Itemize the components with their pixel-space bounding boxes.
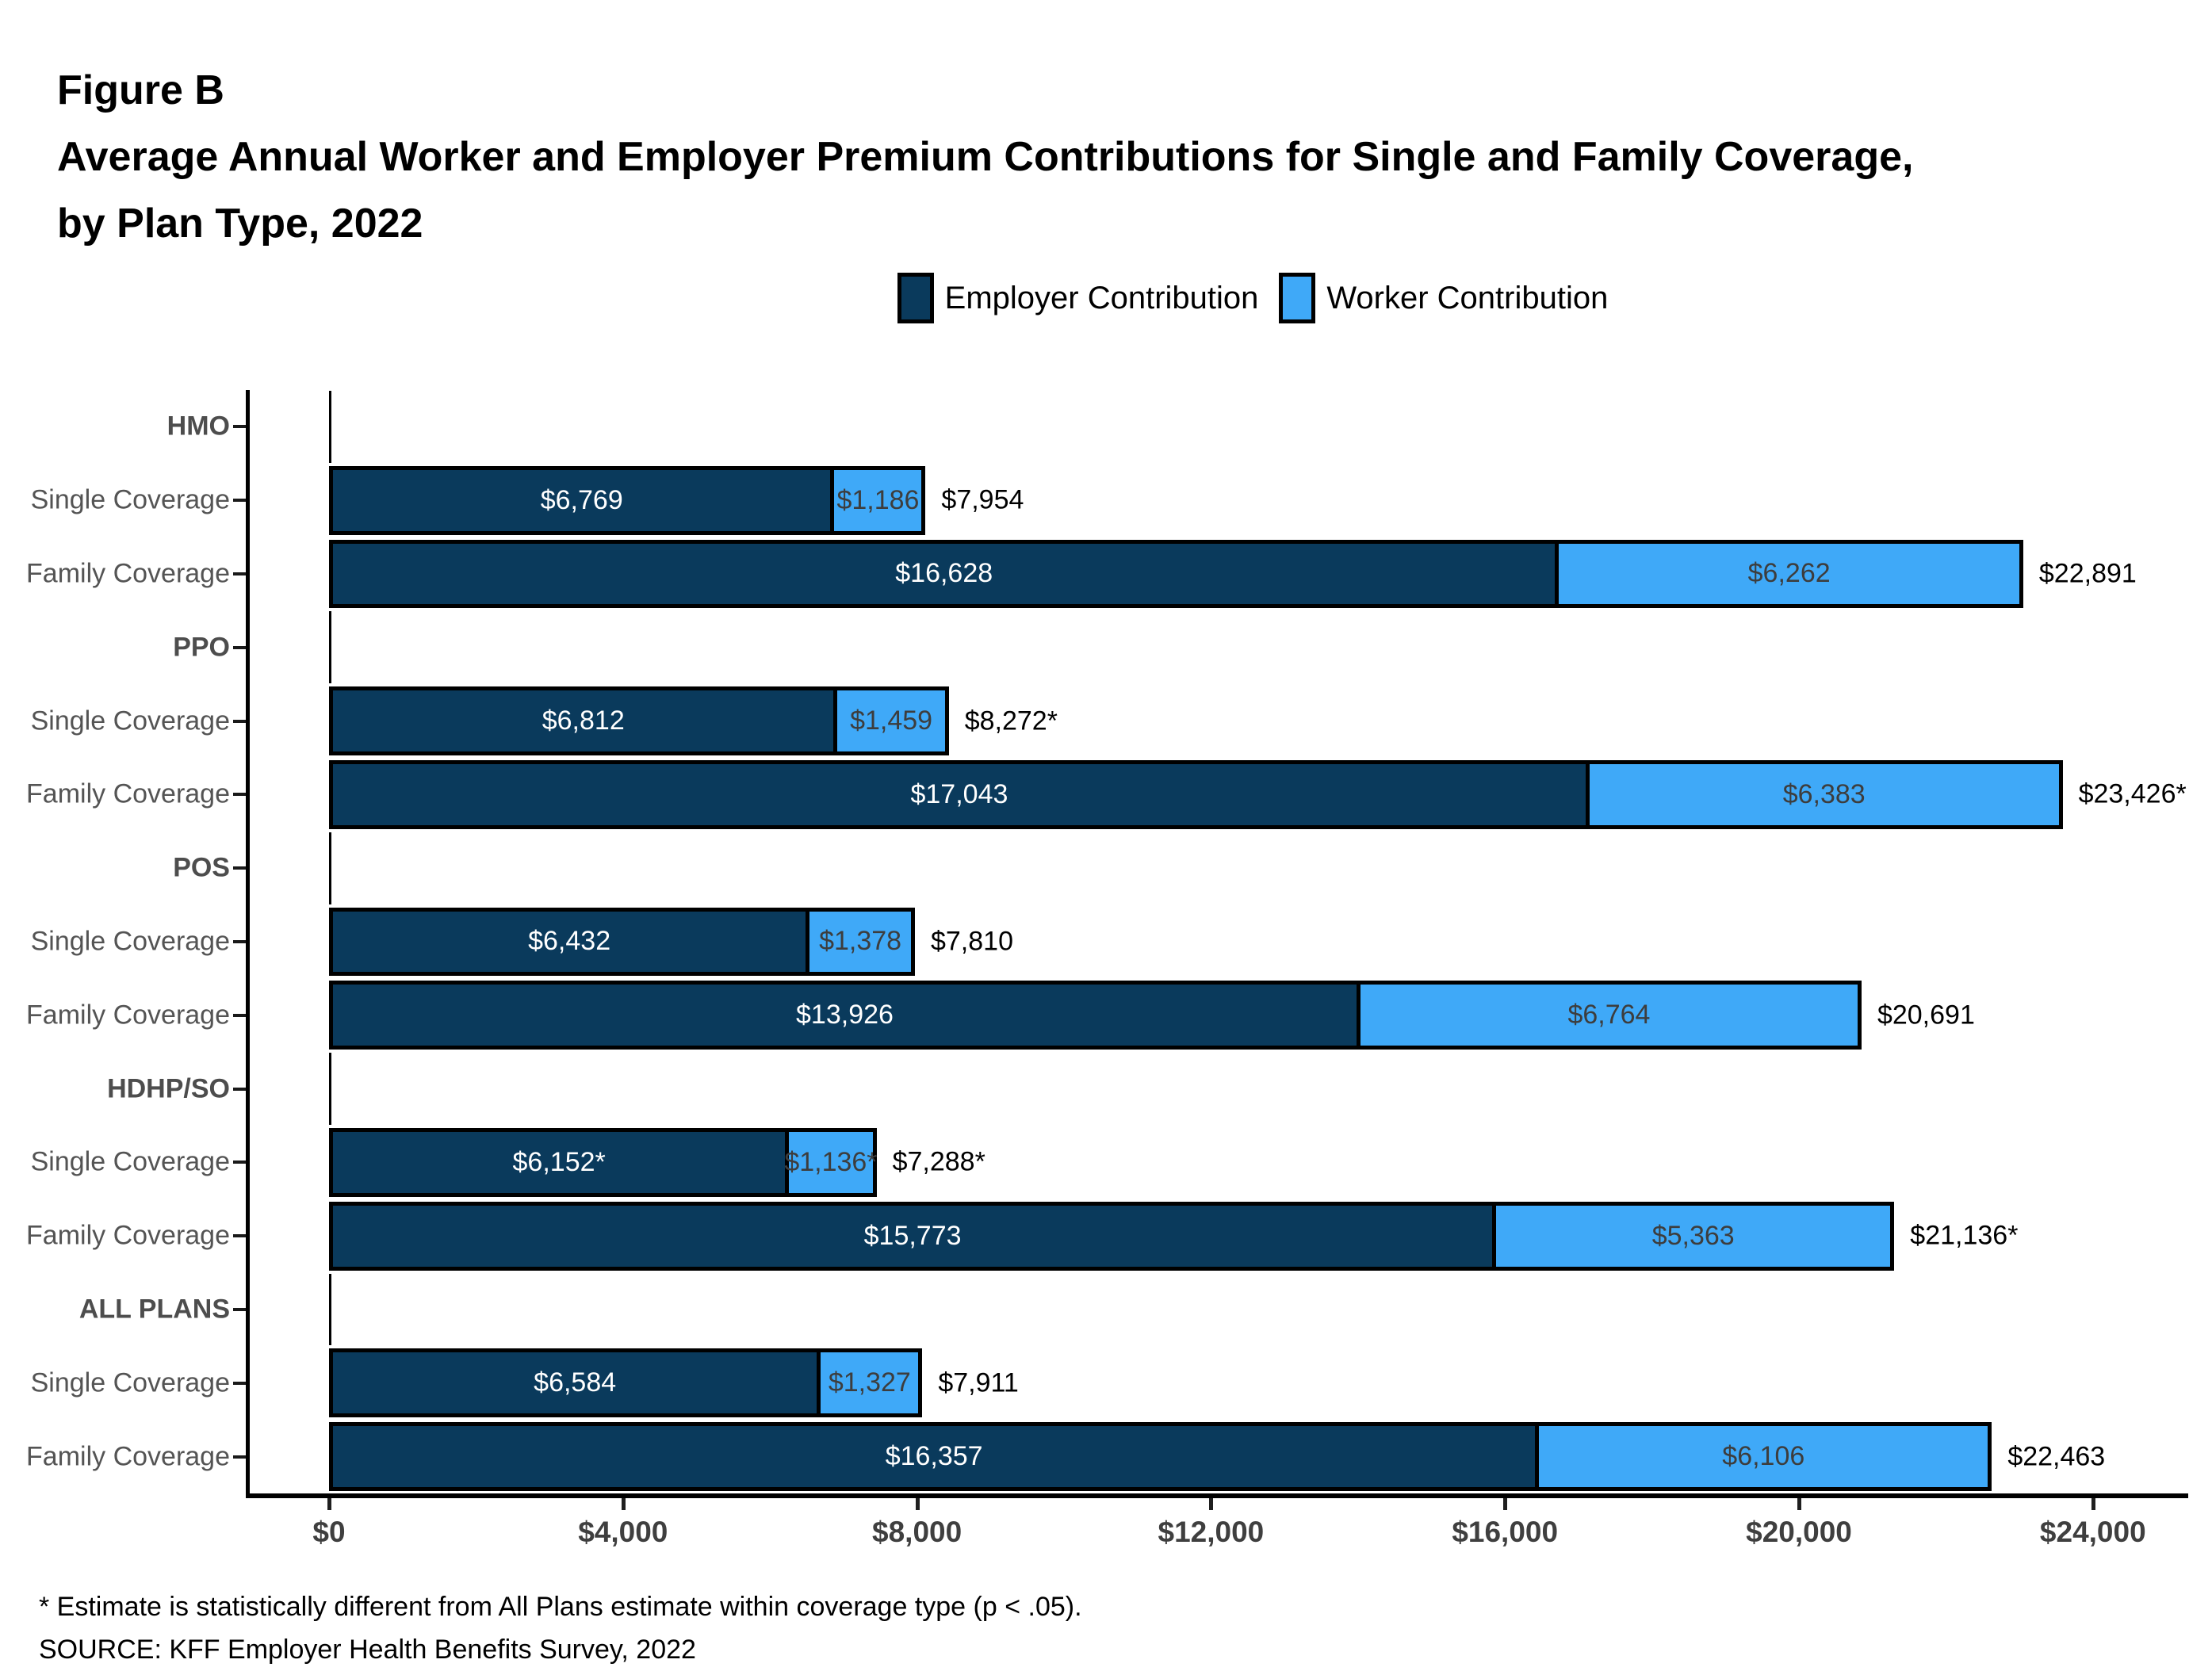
plot-area xyxy=(26,390,2188,1548)
title-block xyxy=(57,57,1913,257)
legend-item-employer xyxy=(897,273,1259,323)
total-value-label: $22,463 xyxy=(2007,1441,2106,1472)
employer-contribution-segment xyxy=(333,1426,1535,1487)
y-tick xyxy=(233,1455,246,1459)
x-tick-label: $24,000 xyxy=(2039,1516,2146,1548)
zero-baseline xyxy=(329,1274,331,1346)
bar-row xyxy=(30,905,2188,979)
group-row xyxy=(107,1052,2188,1126)
employer-value-label: $17,043 xyxy=(910,778,1008,809)
x-tick xyxy=(1209,1498,1213,1510)
total-value-label: $7,810 xyxy=(930,926,1013,957)
total-value-label: $21,136* xyxy=(1910,1220,2019,1251)
group-row xyxy=(173,832,2188,905)
legend-label-worker: Worker Contribution xyxy=(1326,280,1609,315)
category-label: Single Coverage xyxy=(30,484,230,515)
y-tick xyxy=(233,1234,246,1237)
worker-value-label: $5,363 xyxy=(1651,1220,1735,1251)
category-label: Family Coverage xyxy=(26,1000,230,1031)
x-tick-label: $0 xyxy=(312,1516,346,1548)
x-tick xyxy=(622,1498,626,1510)
worker-contribution-segment xyxy=(784,1132,878,1193)
stacked-bar xyxy=(329,760,2063,829)
y-tick xyxy=(233,499,246,502)
worker-value-label: $1,186 xyxy=(836,484,920,515)
group-label: POS xyxy=(173,852,230,883)
worker-value-label: $1,459 xyxy=(850,705,933,736)
bar-row xyxy=(30,464,2188,537)
category-label: Family Coverage xyxy=(26,1441,230,1472)
employer-value-label: $15,773 xyxy=(863,1220,962,1251)
employer-value-label: $6,769 xyxy=(540,484,623,515)
worker-value-label: $6,383 xyxy=(1782,778,1866,809)
total-value-label: $8,272* xyxy=(964,705,1058,736)
employer-contribution-segment xyxy=(333,544,1555,605)
y-tick xyxy=(233,646,246,649)
y-tick xyxy=(233,1161,246,1164)
stacked-bar xyxy=(329,1128,877,1197)
figure-label: Figure B xyxy=(57,67,224,113)
y-tick xyxy=(233,1308,246,1311)
worker-value-label: $6,764 xyxy=(1567,1000,1651,1031)
category-label: Single Coverage xyxy=(30,926,230,957)
x-tick xyxy=(2091,1498,2095,1510)
zero-baseline xyxy=(329,832,331,904)
stacked-bar xyxy=(329,540,2023,609)
y-axis-spine xyxy=(246,390,250,1498)
group-label: ALL PLANS xyxy=(78,1294,230,1325)
group-label: PPO xyxy=(173,632,230,663)
worker-value-label: $6,262 xyxy=(1747,558,1831,589)
category-label: Family Coverage xyxy=(26,778,230,809)
y-tick xyxy=(233,793,246,796)
bar-row xyxy=(26,1420,2188,1493)
stacked-bar xyxy=(329,1202,1894,1271)
worker-contribution-segment xyxy=(833,690,944,751)
footnote-source: SOURCE: KFF Employer Health Benefits Survey, 2022 xyxy=(39,1635,696,1665)
group-label: HMO xyxy=(166,411,230,442)
employer-contribution-segment xyxy=(333,764,1586,825)
worker-value-label: $1,378 xyxy=(819,926,902,957)
employer-contribution-segment xyxy=(333,1206,1492,1267)
x-tick-label: $16,000 xyxy=(1452,1516,1559,1548)
worker-contribution-segment xyxy=(1492,1206,1890,1267)
stacked-bar xyxy=(329,908,915,977)
y-tick xyxy=(233,720,246,723)
x-axis-spine xyxy=(246,1493,2188,1498)
legend-swatch-worker-icon xyxy=(1279,273,1315,323)
bar-row xyxy=(30,1346,2188,1420)
employer-contribution-segment xyxy=(333,690,833,751)
group-label: HDHP/SO xyxy=(107,1073,230,1104)
chart-title-line1: Average Annual Worker and Employer Premium Contributions for Single and Family Coverage, xyxy=(57,134,1914,180)
worker-contribution-segment xyxy=(1535,1426,1988,1487)
worker-contribution-segment xyxy=(806,912,911,973)
employer-value-label: $16,357 xyxy=(885,1441,983,1472)
bar-row xyxy=(30,684,2188,758)
footnote-asterisk: * Estimate is statistically different from All Plans estimate within coverage type (p < .05). xyxy=(39,1592,1082,1622)
category-label: Single Coverage xyxy=(30,705,230,736)
y-tick xyxy=(233,1382,246,1385)
category-label: Single Coverage xyxy=(30,1367,230,1398)
zero-baseline xyxy=(329,391,331,463)
bar-row xyxy=(26,537,2188,611)
bar-row xyxy=(26,1199,2188,1273)
y-tick xyxy=(233,1014,246,1017)
legend-swatch-employer-icon xyxy=(897,273,934,323)
total-value-label: $23,426* xyxy=(2078,778,2187,809)
x-tick-label: $4,000 xyxy=(578,1516,668,1548)
legend-item-worker xyxy=(1279,273,1608,323)
y-tick xyxy=(233,425,246,428)
worker-value-label: $1,327 xyxy=(828,1367,911,1398)
total-value-label: $7,954 xyxy=(941,484,1024,515)
employer-contribution-segment xyxy=(333,985,1357,1046)
bar-rows xyxy=(26,390,2188,1493)
x-tick-label: $8,000 xyxy=(872,1516,962,1548)
x-tick xyxy=(1797,1498,1801,1510)
employer-value-label: $6,812 xyxy=(542,705,625,736)
total-value-label: $20,691 xyxy=(1877,1000,1975,1031)
group-row xyxy=(78,1273,2188,1347)
y-tick xyxy=(233,572,246,575)
worker-value-label: $1,136* xyxy=(784,1146,878,1177)
x-tick xyxy=(327,1498,331,1510)
employer-contribution-segment xyxy=(333,1132,785,1193)
total-value-label: $7,288* xyxy=(892,1146,985,1177)
x-tick-label: $20,000 xyxy=(1746,1516,1852,1548)
y-tick xyxy=(233,1088,246,1091)
worker-contribution-segment xyxy=(817,1352,918,1413)
zero-baseline xyxy=(329,1053,331,1125)
legend-label-employer: Employer Contribution xyxy=(944,280,1259,315)
stacked-bar xyxy=(329,686,949,755)
legend xyxy=(0,273,2212,323)
employer-contribution-segment xyxy=(333,470,830,531)
stacked-bar xyxy=(329,466,925,535)
chart-title-line2: by Plan Type, 2022 xyxy=(57,201,423,247)
employer-value-label: $16,628 xyxy=(895,558,993,589)
employer-contribution-segment xyxy=(333,912,806,973)
bar-row xyxy=(26,978,2188,1052)
y-tick xyxy=(233,866,246,870)
total-value-label: $22,891 xyxy=(2038,558,2137,589)
x-tick xyxy=(916,1498,920,1510)
worker-contribution-segment xyxy=(1555,544,2019,605)
employer-value-label: $13,926 xyxy=(796,1000,894,1031)
employer-value-label: $6,584 xyxy=(534,1367,617,1398)
zero-baseline xyxy=(329,611,331,683)
worker-value-label: $6,106 xyxy=(1722,1441,1805,1472)
group-row xyxy=(173,610,2188,684)
y-tick xyxy=(233,940,246,943)
bar-row xyxy=(26,758,2188,832)
worker-contribution-segment xyxy=(830,470,921,531)
footnotes xyxy=(39,1585,1082,1671)
stacked-bar xyxy=(329,1348,922,1417)
x-tick-label: $12,000 xyxy=(1158,1516,1265,1548)
stacked-bar xyxy=(329,1422,1992,1491)
bar-row xyxy=(30,1126,2188,1199)
category-label: Single Coverage xyxy=(30,1146,230,1177)
employer-value-label: $6,152* xyxy=(512,1146,606,1177)
group-row xyxy=(166,390,2188,464)
worker-contribution-segment xyxy=(1357,985,1858,1046)
category-label: Family Coverage xyxy=(26,558,230,589)
worker-contribution-segment xyxy=(1586,764,2059,825)
stacked-bar xyxy=(329,981,1862,1050)
x-tick xyxy=(1503,1498,1507,1510)
total-value-label: $7,911 xyxy=(938,1367,1019,1398)
employer-value-label: $6,432 xyxy=(528,926,611,957)
category-label: Family Coverage xyxy=(26,1220,230,1251)
employer-contribution-segment xyxy=(333,1352,817,1413)
